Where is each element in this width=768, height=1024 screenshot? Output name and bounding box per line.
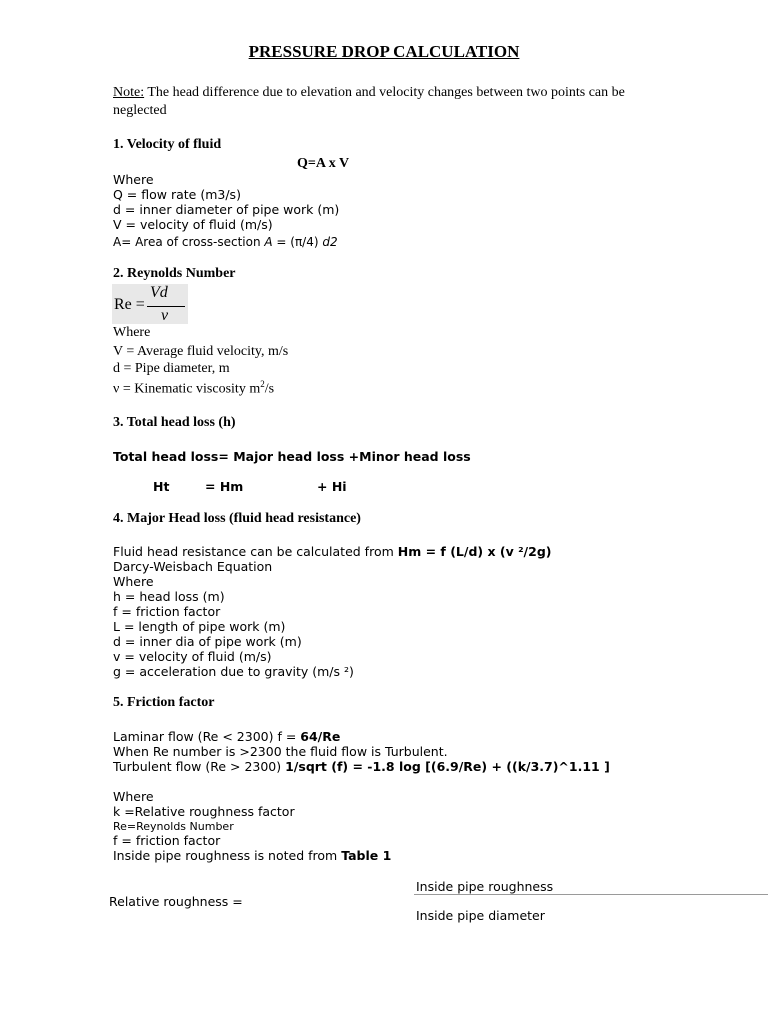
darcy-weisbach-label: Darcy-Weisbach Equation bbox=[113, 559, 273, 574]
roughness-factor-line: k =Relative roughness factor bbox=[113, 804, 295, 819]
relative-roughness-denominator: Inside pipe diameter bbox=[416, 908, 545, 923]
section-2-where: Where bbox=[113, 325, 151, 340]
darcy-formula: Hm = f (L/d) x (v ²/2g) bbox=[397, 544, 552, 559]
pipe-diameter-line: d = Pipe diameter, m bbox=[113, 361, 230, 376]
note-text: The head difference due to elevation and velocity changes between two points can be neglected bbox=[113, 85, 625, 118]
turbulent-flow-text: Turbulent flow (Re > 2300) bbox=[113, 759, 286, 774]
kinematic-viscosity-text: ν = Kinematic viscosity m bbox=[113, 381, 261, 397]
hi-label: + Hi bbox=[317, 479, 347, 494]
velocity-formula: Q=A x V bbox=[297, 156, 350, 171]
turbulent-flow-line bbox=[113, 759, 610, 774]
colebrook-formula: 1/sqrt (f) = -1.8 log [(6.9/Re) + ((k/3.7)^1.11 ] bbox=[285, 759, 610, 774]
ht-label: Ht bbox=[153, 479, 170, 494]
section-2-heading: 2. Reynolds Number bbox=[113, 266, 236, 281]
area-line bbox=[113, 235, 338, 249]
length-line: L = length of pipe work (m) bbox=[113, 619, 286, 634]
friction-factor-line: f = friction factor bbox=[113, 604, 221, 619]
fluid-velocity-line: v = velocity of fluid (m/s) bbox=[113, 649, 272, 664]
laminar-flow-line bbox=[113, 729, 340, 744]
area-mid: = (π/4) bbox=[272, 235, 323, 249]
reynolds-number-line: Re=Reynolds Number bbox=[113, 820, 234, 833]
section-5-heading: 5. Friction factor bbox=[113, 695, 215, 710]
relative-roughness-label: Relative roughness = bbox=[109, 894, 243, 909]
page-title: PRESSURE DROP CALCULATION bbox=[248, 42, 520, 61]
note-paragraph bbox=[113, 84, 673, 120]
area-prefix: A= Area of cross-section bbox=[113, 235, 265, 249]
table-1-ref: Table 1 bbox=[341, 848, 392, 863]
kinematic-viscosity-unit: /s bbox=[264, 381, 275, 397]
reynolds-numerator: Vd bbox=[150, 284, 168, 301]
area-symbol: A bbox=[264, 235, 273, 249]
inner-diameter-line: d = inner diameter of pipe work (m) bbox=[113, 202, 340, 217]
area-d2: d2 bbox=[322, 235, 338, 249]
section-5-where: Where bbox=[113, 789, 154, 804]
total-head-loss-equation: Total head loss= Major head loss +Minor head loss bbox=[113, 449, 471, 464]
velocity-line: V = velocity of fluid (m/s) bbox=[113, 217, 273, 232]
laminar-formula: 64/Re bbox=[300, 729, 341, 744]
head-resistance-line bbox=[113, 544, 552, 559]
section-4-heading: 4. Major Head loss (fluid head resistance) bbox=[113, 511, 361, 526]
note-label: Note: bbox=[113, 85, 145, 100]
relative-roughness-fraction-bar bbox=[414, 894, 768, 895]
head-loss-line: h = head loss (m) bbox=[113, 589, 225, 604]
hm-label: = Hm bbox=[205, 479, 244, 494]
reynolds-denominator: ν bbox=[161, 307, 169, 324]
head-resistance-intro: Fluid head resistance can be calculated from bbox=[113, 544, 398, 559]
section-1-heading: 1. Velocity of fluid bbox=[113, 137, 222, 152]
friction-factor-def: f = friction factor bbox=[113, 833, 221, 848]
laminar-flow-text: Laminar flow (Re < 2300) f = bbox=[113, 729, 301, 744]
table-reference-line bbox=[113, 848, 391, 863]
relative-roughness-numerator: Inside pipe roughness bbox=[416, 879, 554, 894]
reynolds-re-label: Re = bbox=[114, 296, 145, 313]
section-3-heading: 3. Total head loss (h) bbox=[113, 415, 236, 430]
average-velocity-line: V = Average fluid velocity, m/s bbox=[113, 344, 289, 359]
gravity-line: g = acceleration due to gravity (m/s ²) bbox=[113, 664, 354, 679]
section-1-where: Where bbox=[113, 172, 154, 187]
turbulent-note: When Re number is >2300 the fluid flow is Turbulent. bbox=[113, 744, 448, 759]
section-4-where: Where bbox=[113, 574, 154, 589]
table-reference-text: Inside pipe roughness is noted from bbox=[113, 848, 342, 863]
flow-rate-line: Q = flow rate (m3/s) bbox=[113, 187, 241, 202]
kinematic-viscosity-sup: 2 bbox=[260, 379, 265, 389]
kinematic-viscosity-line bbox=[113, 379, 274, 398]
inner-dia-line: d = inner dia of pipe work (m) bbox=[113, 634, 302, 649]
